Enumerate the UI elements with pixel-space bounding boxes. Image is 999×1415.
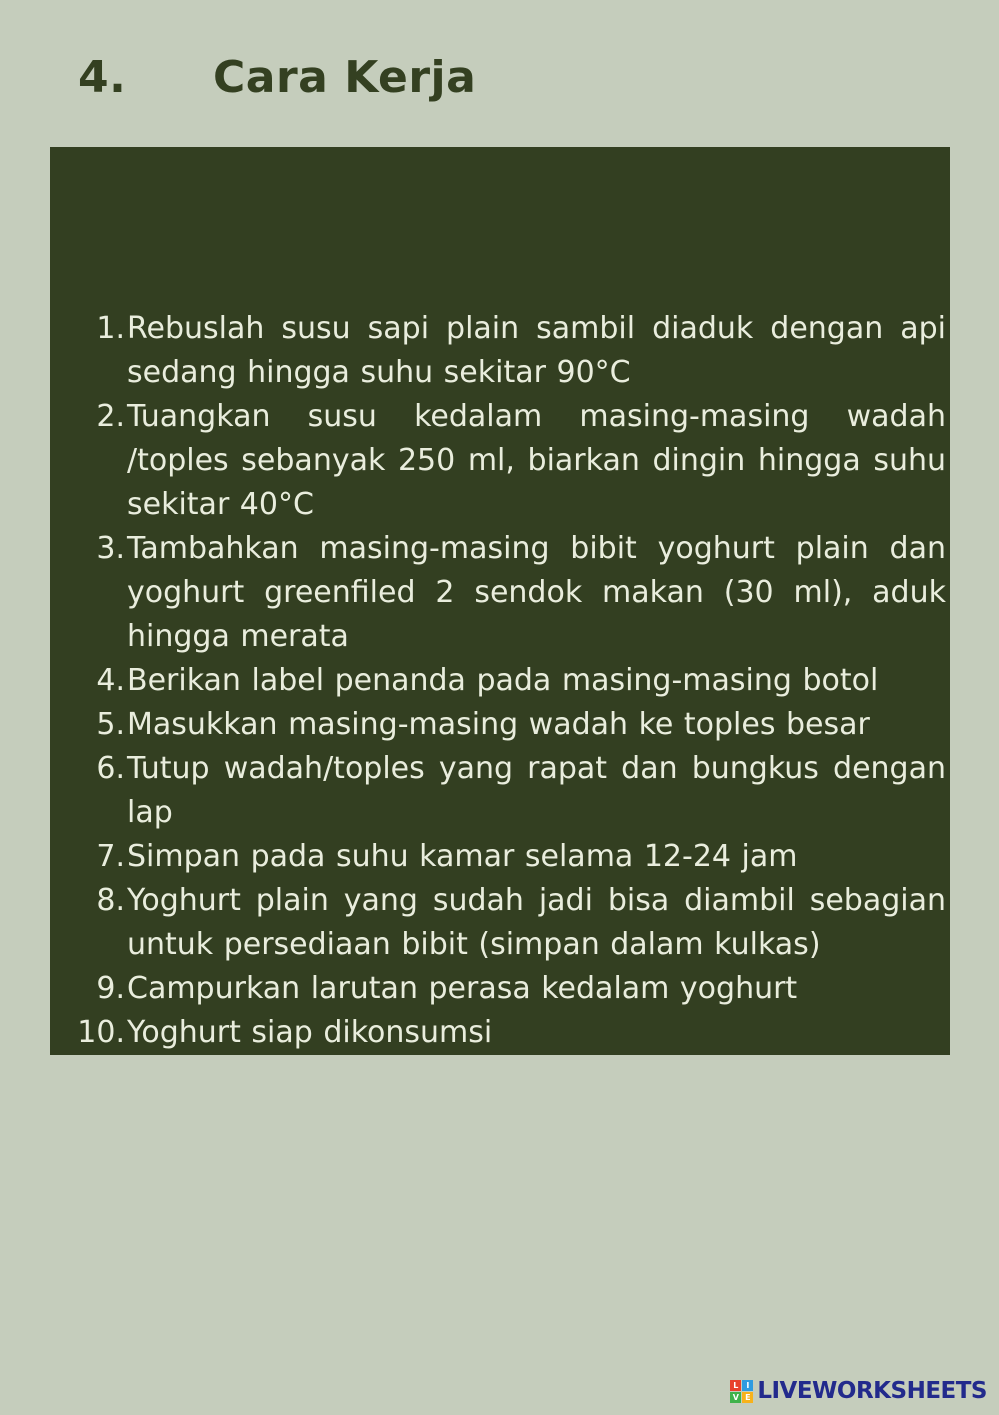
brand-wordmark: LIVEWORKSHEETS <box>757 1378 987 1404</box>
step-text: Tuangkan susu kedalam masing-masing wadah /toples sebanyak 250 ml, biarkan dingin hingga suhu sekitar 40°C <box>127 399 946 522</box>
step-number: 2. <box>96 399 125 434</box>
step-item <box>50 703 946 747</box>
procedure-panel <box>50 147 950 1055</box>
liveworksheets-brand[interactable] <box>730 1374 987 1408</box>
logo-letter: I <box>742 1380 753 1391</box>
step-text: Berikan label penanda pada masing-masing botol <box>127 663 879 698</box>
step-text: Campurkan larutan perasa kedalam yoghurt <box>127 971 798 1006</box>
step-text: Tutup wadah/toples yang rapat dan bungkus dengan lap <box>127 751 946 830</box>
step-number: 7. <box>96 839 125 874</box>
step-number: 6. <box>96 751 125 786</box>
step-text: Yoghurt siap dikonsumsi <box>127 1015 493 1050</box>
step-number: 3. <box>96 531 125 566</box>
step-text: Yoghurt plain yang sudah jadi bisa diambil sebagian untuk persediaan bibit (simpan dalam kulkas) <box>127 883 946 962</box>
logo-letter: L <box>730 1380 741 1391</box>
step-number: 8. <box>96 883 125 918</box>
step-item <box>50 835 946 879</box>
step-text: Tambahkan masing-masing bibit yoghurt plain dan yoghurt greenfiled 2 sendok makan (30 ml), aduk hingga merata <box>127 531 946 654</box>
step-number: 10. <box>77 1015 125 1050</box>
step-item <box>50 1011 946 1055</box>
step-text: Masukkan masing-masing wadah ke toples besar <box>127 707 870 742</box>
section-title: Cara Kerja <box>213 51 477 103</box>
step-number: 1. <box>96 311 125 346</box>
step-item <box>50 879 946 967</box>
step-item <box>50 659 946 703</box>
section-heading <box>78 42 476 112</box>
step-text: Rebuslah susu sapi plain sambil diaduk dengan api sedang hingga suhu sekitar 90°C <box>127 311 946 390</box>
step-number: 4. <box>96 663 125 698</box>
step-item <box>50 527 946 659</box>
section-number: 4. <box>78 51 127 103</box>
procedure-steps-list <box>50 307 946 1055</box>
step-item <box>50 747 946 835</box>
step-text: Simpan pada suhu kamar selama 12-24 jam <box>127 839 798 874</box>
step-number: 9. <box>96 971 125 1006</box>
step-item <box>50 307 946 395</box>
logo-letter: V <box>730 1392 741 1403</box>
step-item <box>50 967 946 1011</box>
logo-letter: E <box>742 1392 753 1403</box>
liveworksheets-logo-icon <box>730 1380 753 1403</box>
step-number: 5. <box>96 707 125 742</box>
step-item <box>50 395 946 527</box>
